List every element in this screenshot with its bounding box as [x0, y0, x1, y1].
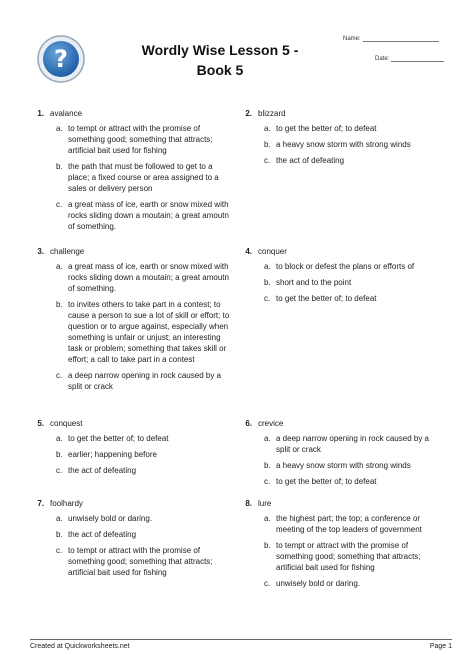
question-number: 5.	[37, 419, 44, 428]
vocabulary-word: conquer	[258, 247, 287, 256]
choice-letter: c.	[56, 200, 63, 209]
footer-divider	[30, 639, 452, 640]
footer-page-number: Page 1	[429, 643, 452, 650]
answer-choice[interactable]	[264, 155, 438, 166]
question-block	[30, 246, 230, 397]
question-block	[30, 108, 230, 237]
date-label: Date:	[375, 56, 390, 62]
choice-text: to invites others to take part in a contest; to cause a person to sue a lot of skill or effort; to question or to argue against, especially when something is unfair or unjust; an interesting task or problem; something that takes skill or effort; a call to take part in a contest	[68, 300, 230, 364]
vocabulary-word: conquest	[50, 419, 83, 428]
answer-choice[interactable]	[56, 161, 230, 194]
choice-text: to get the better of; to defeat	[276, 477, 377, 486]
question-number: 2.	[245, 109, 252, 118]
choice-letter: a.	[56, 124, 63, 133]
answer-choice[interactable]	[264, 123, 438, 134]
choice-list	[56, 433, 230, 476]
choice-text: a deep narrow opening in rock caused by a split or crack	[276, 434, 429, 454]
choice-text: the act of defeating	[68, 466, 137, 475]
choice-text: a great mass of ice, earth or snow mixed with rocks sliding down a moutain; a great amoutn of something.	[68, 262, 229, 293]
choice-list	[264, 433, 438, 487]
question-heading	[30, 108, 230, 120]
choice-text: to block or defest the plans or efforts of	[276, 262, 415, 271]
choice-letter: b.	[264, 140, 271, 149]
choice-text: a heavy snow storm with strong winds	[276, 461, 411, 470]
choice-letter: b.	[56, 162, 63, 171]
worksheet-title: Wordly Wise Lesson 5 - Book 5	[141, 42, 299, 78]
choice-list	[264, 123, 438, 166]
choice-list	[56, 261, 230, 392]
choice-text: to tempt or attract with the promise of something good; something that attracts; artificial bait used for fishing	[68, 546, 213, 577]
choice-text: a great mass of ice, earth or snow mixed with rocks sliding down a moutain; a great amoutn of something.	[68, 200, 229, 231]
date-field[interactable]	[375, 55, 444, 62]
choice-text: the act of defeating	[276, 156, 345, 165]
choice-letter: c.	[264, 294, 271, 303]
choice-text: a heavy snow storm with strong winds	[276, 140, 411, 149]
choice-letter: a.	[264, 434, 271, 443]
choice-letter: a.	[264, 124, 271, 133]
answer-choice[interactable]	[264, 433, 438, 455]
choice-text: to tempt or attract with the promise of something good; something that attracts; artificial bait used for fishing	[68, 124, 213, 155]
choice-letter: a.	[56, 434, 63, 443]
question-number: 1.	[37, 109, 44, 118]
choice-letter: c.	[264, 579, 271, 588]
choice-letter: c.	[56, 546, 63, 555]
answer-choice[interactable]	[264, 578, 438, 589]
answer-choice[interactable]	[56, 123, 230, 156]
choice-letter: b.	[56, 300, 63, 309]
choice-letter: b.	[264, 541, 271, 550]
question-number: 4.	[245, 247, 252, 256]
choice-letter: b.	[56, 530, 63, 539]
choice-text: the path that must be followed to get to a place; a fixed course or area assigned to a sales or delivery person	[68, 162, 219, 193]
question-block	[238, 108, 438, 171]
choice-letter: b.	[264, 278, 271, 287]
choice-list	[56, 123, 230, 232]
vocabulary-word: blizzard	[258, 109, 286, 118]
answer-choice[interactable]	[264, 277, 438, 288]
answer-choice[interactable]	[264, 139, 438, 150]
choice-letter: a.	[56, 262, 63, 271]
question-heading	[30, 246, 230, 258]
choice-text: the highest part; the top; a conference or meeting of the top leaders of government	[276, 514, 422, 534]
answer-choice[interactable]	[264, 293, 438, 304]
question-block	[238, 418, 438, 492]
answer-choice[interactable]	[56, 545, 230, 578]
question-number: 6.	[245, 419, 252, 428]
question-number: 8.	[245, 499, 252, 508]
vocabulary-word: challenge	[50, 247, 85, 256]
choice-letter: c.	[56, 466, 63, 475]
question-heading	[30, 418, 230, 430]
answer-choice[interactable]	[56, 199, 230, 232]
choice-letter: c.	[56, 371, 63, 380]
question-heading	[238, 418, 438, 430]
choice-text: a deep narrow opening in rock caused by a split or crack	[68, 371, 221, 391]
answer-choice[interactable]	[56, 465, 230, 476]
footer-credit: Created at Quickworksheets.net	[30, 643, 130, 650]
question-mark-logo-icon	[36, 34, 86, 84]
choice-text: earlier; happening before	[68, 450, 157, 459]
svg-text:?: ?	[54, 45, 68, 73]
answer-choice[interactable]	[56, 529, 230, 540]
answer-choice[interactable]	[56, 370, 230, 392]
question-heading	[238, 246, 438, 258]
question-block	[30, 418, 230, 481]
question-heading	[238, 498, 438, 510]
choice-text: the act of defeating	[68, 530, 137, 539]
answer-choice[interactable]	[264, 513, 438, 535]
answer-choice[interactable]	[56, 449, 230, 460]
choice-text: to get the better of; to defeat	[68, 434, 169, 443]
choice-letter: a.	[264, 514, 271, 523]
question-heading	[30, 498, 230, 510]
choice-text: to get the better of; to defeat	[276, 294, 377, 303]
vocabulary-word: foolhardy	[50, 499, 83, 508]
choice-text: unwisely bold or daring.	[276, 579, 361, 588]
choice-text: unwisely bold or daring.	[68, 514, 153, 523]
question-number: 3.	[37, 247, 44, 256]
question-heading	[238, 108, 438, 120]
vocabulary-word: lure	[258, 499, 272, 508]
answer-choice[interactable]	[264, 261, 438, 272]
answer-choice[interactable]	[56, 261, 230, 294]
vocabulary-word: crevice	[258, 419, 284, 428]
date-line[interactable]	[391, 55, 444, 62]
question-number: 7.	[37, 499, 44, 508]
vocabulary-word: avalance	[50, 109, 83, 118]
choice-letter: c.	[264, 156, 271, 165]
choice-list	[264, 513, 438, 589]
choice-letter: b.	[264, 461, 271, 470]
choice-text: to tempt or attract with the promise of something good; something that attracts; artificial bait used for fishing	[276, 541, 421, 572]
question-block	[238, 498, 438, 594]
answer-choice[interactable]	[264, 476, 438, 487]
choice-letter: b.	[56, 450, 63, 459]
choice-text: short and to the point	[276, 278, 352, 287]
answer-choice[interactable]	[264, 460, 438, 471]
name-field[interactable]	[343, 35, 439, 42]
choice-letter: c.	[264, 477, 271, 486]
choice-letter: a.	[56, 514, 63, 523]
choice-text: to get the better of; to defeat	[276, 124, 377, 133]
question-block	[238, 246, 438, 309]
question-block	[30, 498, 230, 583]
name-line[interactable]	[363, 35, 439, 42]
choice-list	[56, 513, 230, 578]
choice-list	[264, 261, 438, 304]
answer-choice[interactable]	[56, 513, 230, 524]
name-label: Name:	[343, 36, 361, 42]
choice-letter: a.	[264, 262, 271, 271]
answer-choice[interactable]	[56, 299, 230, 365]
answer-choice[interactable]	[56, 433, 230, 444]
answer-choice[interactable]	[264, 540, 438, 573]
